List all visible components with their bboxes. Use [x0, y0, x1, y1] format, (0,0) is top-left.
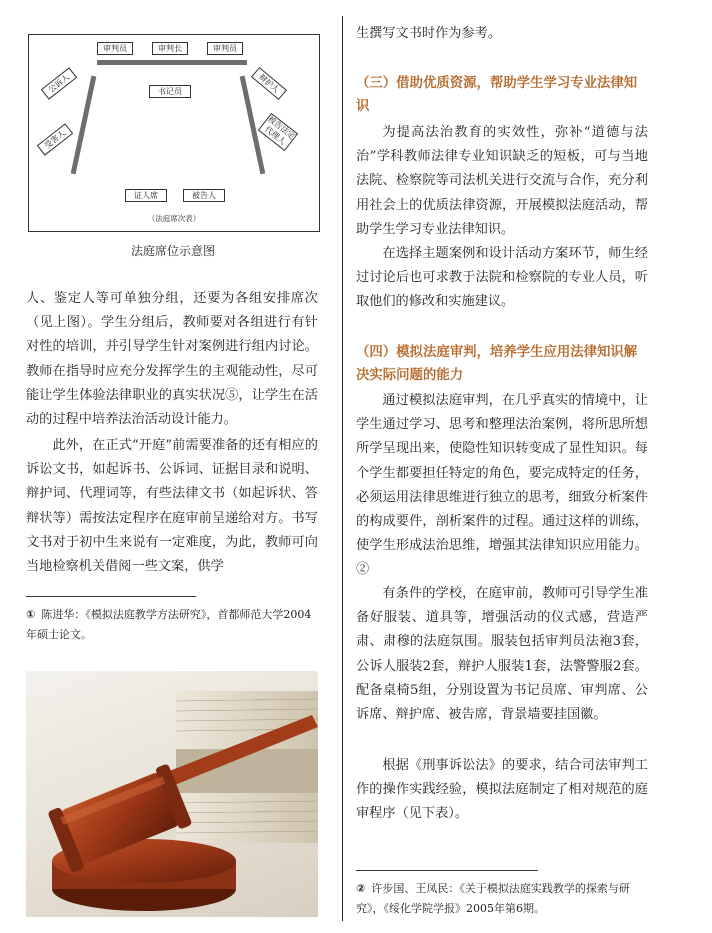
gallery-label: （法庭席次表）	[147, 214, 201, 223]
defendant-seat: 被告人	[183, 189, 225, 202]
right-paragraph-4b: 有条件的学校，在庭审前，教师可引导学生准备好服装、道具等，增强活动的仪式感，营造严肃、肃穆的法庭氛围。服装包括审判员法袍3套，公诉人服装2套，辩护人服装1套，法警警服2套。配备桌椅5组，分别设置为书记员席、审判席、公诉席、辩护席、被告席，背景墙要挂国徽。	[356, 586, 648, 723]
right-continuation: 生撰写文书时作为参考。	[356, 26, 502, 41]
defender-seat: 辩护人	[251, 67, 287, 100]
judge-seat-left: 审判员	[97, 42, 133, 55]
diagram-caption: 法庭席位示意图	[130, 244, 215, 258]
right-paragraph-3a: 为提高法治教育的实效性，弥补“道德与法治”学科教师法律专业知识缺乏的短板，可与当地法院、检察院等司法机关进行交流与合作，充分利用社会上的优质法律资源，开展模拟法庭活动，帮助学生学习专业法律知识。	[356, 125, 648, 237]
section-heading-4: （四）模拟法庭审判，培养学生应用法律知识解决实际问题的能力	[356, 345, 638, 383]
courtroom-seating-diagram	[28, 34, 320, 232]
right-footnote	[356, 879, 648, 919]
victim-seat: 受害人	[37, 123, 73, 155]
gavel-image	[26, 671, 318, 917]
chief-judge-seat: 审判长	[152, 42, 188, 55]
footnote-text-1: 陈进华：《模拟法庭教学方法研究》，首都师范大学2004年硕士论文。	[26, 608, 312, 641]
right-footnote-rule	[356, 870, 538, 871]
left-footnote	[26, 605, 318, 645]
left-paragraph-2: 此外，在正式“开庭”前需要准备的还有相应的诉讼文书，如起诉书、公诉词、证据目录和说明、辩护词、代理词等，有些法律文书（如起诉状、答辩状等）需按法定程序在庭审前呈递给对方。书写文书对于初中生来说有一定难度，为此，教师可向当地检察机关借阅一些文案，供学	[26, 438, 318, 575]
left-footnote-rule	[26, 596, 196, 597]
right-paragraph-4a: 通过模拟法庭审判，在几乎真实的情境中，让学生通过学习、思考和整理法治案例，将所思所想所学呈现出来，使隐性知识转变成了显性知识。每个学生都要担任特定的角色，要完成特定的任务，必须运用法律思维进行独立的思考，细致分析案件的构成要件，剖析案件的过程。通过这样的训练，使学生形成法治思维，增强其法律知识应用能力。②	[356, 393, 648, 578]
legal-representative-seat: 被告法定代理人	[258, 113, 298, 151]
footnote-text-2: 许步国、王凤民：《关于模拟法庭实践教学的探索与研究》，《绥化学院学报》2005年第6期。	[356, 882, 630, 915]
judge-seat-right: 审判员	[207, 42, 243, 55]
witness-seat: 证人席	[125, 189, 167, 202]
prosecution-table	[71, 76, 97, 175]
clerk-seat: 书记员	[149, 85, 191, 98]
gavel-photo	[26, 671, 318, 917]
right-paragraph-4c: 根据《刑事诉讼法》的要求，结合司法审判工作的操作实践经验，模拟法庭制定了相对规范的庭审程序（见下表）。	[356, 758, 648, 822]
judge-bench	[97, 60, 247, 65]
right-paragraph-3b: 在选择主题案例和设计活动方案环节，师生经过讨论后也可求教于法院和检察院的专业人员，听取他们的修改和实施建议。	[356, 246, 648, 310]
footnote-mark-1: ①	[26, 608, 36, 621]
section-heading-3: （三）借助优质资源，帮助学生学习专业法律知识	[356, 76, 638, 114]
column-divider	[342, 16, 343, 921]
footnote-mark-2: ②	[356, 882, 366, 895]
prosecutor-seat: 公诉人	[41, 67, 77, 99]
left-paragraph-1: 人、鉴定人等可单独分组，还要为各组安排席次（见上图）。学生分组后，教师要对各组进行有针对性的培训，并引导学生针对案例进行组内讨论。教师在指导时应充分发挥学生的主观能动性，尽可能让学生体验法律职业的真实状况⑤，让学生在活动的过程中培养法治活动设计能力。	[26, 291, 318, 428]
